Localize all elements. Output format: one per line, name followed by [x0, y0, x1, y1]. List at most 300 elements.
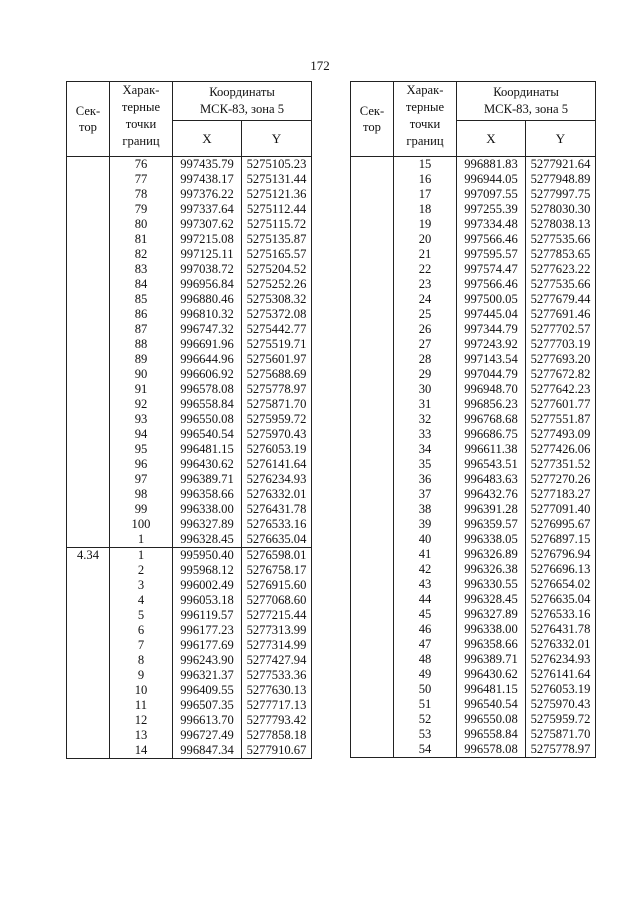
- x-coordinate-cell: 996326.38: [457, 562, 526, 577]
- x-coordinate-cell: 996727.49: [173, 728, 242, 743]
- x-coordinate-cell: 996326.89: [457, 547, 526, 562]
- x-coordinate-cell: 997595.57: [457, 247, 526, 262]
- sector-cell: [67, 247, 110, 262]
- y-coordinate-cell: 5277183.27: [526, 487, 596, 502]
- x-coordinate-cell: 996880.46: [173, 292, 242, 307]
- y-coordinate-cell: 5277910.67: [242, 743, 312, 759]
- point-cell: 54: [394, 742, 457, 758]
- table-row: [351, 532, 596, 547]
- point-cell: 17: [394, 187, 457, 202]
- table-row: [67, 367, 312, 382]
- point-cell: 76: [110, 157, 173, 173]
- point-cell: 42: [394, 562, 457, 577]
- y-coordinate-cell: 5277717.13: [242, 698, 312, 713]
- y-coordinate-cell: 5275308.32: [242, 292, 312, 307]
- sector-cell: [351, 277, 394, 292]
- point-cell: 13: [110, 728, 173, 743]
- table-row: [351, 232, 596, 247]
- sector-cell: [351, 187, 394, 202]
- y-coordinate-cell: 5277068.60: [242, 593, 312, 608]
- x-coordinate-cell: 997143.54: [457, 352, 526, 367]
- sector-cell: [351, 487, 394, 502]
- y-coordinate-cell: 5277691.46: [526, 307, 596, 322]
- sector-cell: [67, 472, 110, 487]
- sector-cell: [351, 457, 394, 472]
- sector-cell: [351, 532, 394, 547]
- table-row: [351, 277, 596, 292]
- sector-cell: [67, 307, 110, 322]
- x-coordinate-cell: 997255.39: [457, 202, 526, 217]
- x-coordinate-cell: 996338.00: [457, 622, 526, 637]
- table-row: [67, 352, 312, 367]
- y-coordinate-cell: 5275970.43: [242, 427, 312, 442]
- sector-cell: [351, 397, 394, 412]
- x-coordinate-cell: 996053.18: [173, 593, 242, 608]
- sector-cell: [67, 728, 110, 743]
- point-cell: 40: [394, 532, 457, 547]
- point-cell: 84: [110, 277, 173, 292]
- y-coordinate-cell: 5276141.64: [242, 457, 312, 472]
- point-cell: 24: [394, 292, 457, 307]
- point-cell: 41: [394, 547, 457, 562]
- table-row: [67, 202, 312, 217]
- sector-cell: [351, 427, 394, 442]
- point-cell: 49: [394, 667, 457, 682]
- table-row: [67, 683, 312, 698]
- point-cell: 25: [394, 307, 457, 322]
- table-row: [351, 427, 596, 442]
- header-points: Харак- терные точки границ: [394, 82, 457, 157]
- sector-cell: [67, 683, 110, 698]
- table-row: [67, 593, 312, 608]
- point-cell: 20: [394, 232, 457, 247]
- point-cell: 47: [394, 637, 457, 652]
- point-cell: 44: [394, 592, 457, 607]
- x-coordinate-cell: 996389.71: [457, 652, 526, 667]
- point-cell: 16: [394, 172, 457, 187]
- sector-cell: [67, 502, 110, 517]
- x-coordinate-cell: 996856.23: [457, 397, 526, 412]
- sector-cell: [67, 232, 110, 247]
- sector-cell: [67, 217, 110, 232]
- table-row: [67, 728, 312, 743]
- table-row: [351, 667, 596, 682]
- table-row: [67, 638, 312, 653]
- sector-cell: [67, 532, 110, 548]
- table-row: [351, 577, 596, 592]
- sector-cell: [67, 322, 110, 337]
- x-coordinate-cell: 997344.79: [457, 322, 526, 337]
- table-row: [67, 548, 312, 564]
- table-row: [351, 202, 596, 217]
- point-cell: 50: [394, 682, 457, 697]
- point-cell: 81: [110, 232, 173, 247]
- point-cell: 51: [394, 697, 457, 712]
- y-coordinate-cell: 5276053.19: [526, 682, 596, 697]
- sector-cell: [67, 457, 110, 472]
- sector-cell: [351, 337, 394, 352]
- point-cell: 91: [110, 382, 173, 397]
- x-coordinate-cell: 996948.70: [457, 382, 526, 397]
- point-cell: 15: [394, 157, 457, 173]
- point-cell: 99: [110, 502, 173, 517]
- x-coordinate-cell: 996606.92: [173, 367, 242, 382]
- y-coordinate-cell: 5275871.70: [526, 727, 596, 742]
- point-cell: 77: [110, 172, 173, 187]
- x-coordinate-cell: 996613.70: [173, 713, 242, 728]
- point-cell: 45: [394, 607, 457, 622]
- point-cell: 86: [110, 307, 173, 322]
- x-coordinate-cell: 997566.46: [457, 232, 526, 247]
- table-row: [351, 562, 596, 577]
- table-row: [351, 652, 596, 667]
- sector-cell: [351, 247, 394, 262]
- x-coordinate-cell: 996578.08: [173, 382, 242, 397]
- x-coordinate-cell: 996558.84: [173, 397, 242, 412]
- table-row: [67, 743, 312, 759]
- sector-cell: [351, 652, 394, 667]
- point-cell: 4: [110, 593, 173, 608]
- point-cell: 1: [110, 548, 173, 564]
- sector-cell: [351, 682, 394, 697]
- y-coordinate-cell: 5276332.01: [526, 637, 596, 652]
- sector-cell: [67, 668, 110, 683]
- table-row: [67, 247, 312, 262]
- x-coordinate-cell: 996558.84: [457, 727, 526, 742]
- y-coordinate-cell: 5277853.65: [526, 247, 596, 262]
- y-coordinate-cell: 5275135.87: [242, 232, 312, 247]
- table-row: [67, 232, 312, 247]
- table-row: [351, 337, 596, 352]
- sector-cell: [67, 352, 110, 367]
- header-coordinates: Координаты МСК-83, зона 5: [457, 82, 596, 121]
- x-coordinate-cell: 996481.15: [173, 442, 242, 457]
- table-row: [67, 563, 312, 578]
- sector-cell: [67, 638, 110, 653]
- table-row: [351, 637, 596, 652]
- table-row: [351, 712, 596, 727]
- sector-cell: [351, 367, 394, 382]
- x-coordinate-cell: 996327.89: [457, 607, 526, 622]
- point-cell: 34: [394, 442, 457, 457]
- sector-cell: [351, 577, 394, 592]
- header-points: Харак- терные точки границ: [110, 82, 173, 157]
- x-coordinate-cell: 996550.08: [173, 412, 242, 427]
- y-coordinate-cell: 5277314.99: [242, 638, 312, 653]
- table-row: [351, 697, 596, 712]
- x-coordinate-cell: 997097.55: [457, 187, 526, 202]
- y-coordinate-cell: 5277948.89: [526, 172, 596, 187]
- sector-cell: [351, 382, 394, 397]
- y-coordinate-cell: 5276635.04: [242, 532, 312, 548]
- table-row: [351, 622, 596, 637]
- sector-cell: [67, 202, 110, 217]
- table-row: [351, 382, 596, 397]
- sector-cell: [351, 637, 394, 652]
- point-cell: 18: [394, 202, 457, 217]
- y-coordinate-cell: 5276234.93: [242, 472, 312, 487]
- table-row: [67, 427, 312, 442]
- table-row: [67, 502, 312, 517]
- sector-cell: [351, 232, 394, 247]
- x-coordinate-cell: 996768.68: [457, 412, 526, 427]
- point-cell: 3: [110, 578, 173, 593]
- y-coordinate-cell: 5276533.16: [242, 517, 312, 532]
- table-row: [67, 307, 312, 322]
- y-coordinate-cell: 5276053.19: [242, 442, 312, 457]
- sector-cell: [351, 667, 394, 682]
- table-left-body: [67, 157, 312, 759]
- table-row: [351, 517, 596, 532]
- point-cell: 53: [394, 727, 457, 742]
- table-row: [67, 322, 312, 337]
- coordinates-table-right: [350, 81, 596, 758]
- point-cell: 39: [394, 517, 457, 532]
- x-coordinate-cell: 996358.66: [457, 637, 526, 652]
- point-cell: 78: [110, 187, 173, 202]
- table-row: [67, 713, 312, 728]
- point-cell: 23: [394, 277, 457, 292]
- x-coordinate-cell: 996507.35: [173, 698, 242, 713]
- point-cell: 30: [394, 382, 457, 397]
- table-row: [351, 592, 596, 607]
- sector-cell: [351, 622, 394, 637]
- x-coordinate-cell: 996810.32: [173, 307, 242, 322]
- point-cell: 88: [110, 337, 173, 352]
- point-cell: 32: [394, 412, 457, 427]
- point-cell: 95: [110, 442, 173, 457]
- sector-cell: [351, 562, 394, 577]
- x-coordinate-cell: 996432.76: [457, 487, 526, 502]
- table-row: [67, 487, 312, 502]
- point-cell: 11: [110, 698, 173, 713]
- table-row: [351, 322, 596, 337]
- sector-cell: [351, 172, 394, 187]
- table-row: [67, 382, 312, 397]
- sector-cell: [67, 517, 110, 532]
- y-coordinate-cell: 5277535.66: [526, 232, 596, 247]
- sector-cell: [351, 727, 394, 742]
- y-coordinate-cell: 5278038.13: [526, 217, 596, 232]
- y-coordinate-cell: 5277693.20: [526, 352, 596, 367]
- sector-cell: [67, 743, 110, 759]
- y-coordinate-cell: 5275112.44: [242, 202, 312, 217]
- y-coordinate-cell: 5277215.44: [242, 608, 312, 623]
- y-coordinate-cell: 5275778.97: [242, 382, 312, 397]
- y-coordinate-cell: 5275131.44: [242, 172, 312, 187]
- x-coordinate-cell: 996847.34: [173, 743, 242, 759]
- y-coordinate-cell: 5277427.94: [242, 653, 312, 668]
- y-coordinate-cell: 5276696.13: [526, 562, 596, 577]
- point-cell: 2: [110, 563, 173, 578]
- x-coordinate-cell: 997574.47: [457, 262, 526, 277]
- table-row: [67, 472, 312, 487]
- table-row: [67, 262, 312, 277]
- y-coordinate-cell: 5275105.23: [242, 157, 312, 173]
- table-row: [67, 442, 312, 457]
- table-row: [67, 337, 312, 352]
- y-coordinate-cell: 5277270.26: [526, 472, 596, 487]
- x-coordinate-cell: 997337.64: [173, 202, 242, 217]
- point-cell: 89: [110, 352, 173, 367]
- table-row: [351, 307, 596, 322]
- point-cell: 27: [394, 337, 457, 352]
- point-cell: 43: [394, 577, 457, 592]
- y-coordinate-cell: 5276635.04: [526, 592, 596, 607]
- sector-cell: [67, 563, 110, 578]
- header-y: Y: [526, 121, 596, 157]
- x-coordinate-cell: 996327.89: [173, 517, 242, 532]
- y-coordinate-cell: 5275959.72: [242, 412, 312, 427]
- y-coordinate-cell: 5275372.08: [242, 307, 312, 322]
- sector-cell: [351, 607, 394, 622]
- point-cell: 8: [110, 653, 173, 668]
- y-coordinate-cell: 5276796.94: [526, 547, 596, 562]
- point-cell: 82: [110, 247, 173, 262]
- point-cell: 36: [394, 472, 457, 487]
- x-coordinate-cell: 996550.08: [457, 712, 526, 727]
- table-row: [67, 578, 312, 593]
- sector-cell: [351, 502, 394, 517]
- sector-cell: [67, 277, 110, 292]
- header-sector: Сек- тор: [351, 82, 394, 157]
- table-row: [67, 623, 312, 638]
- point-cell: 46: [394, 622, 457, 637]
- x-coordinate-cell: 996359.57: [457, 517, 526, 532]
- table-row: [351, 172, 596, 187]
- y-coordinate-cell: 5277091.40: [526, 502, 596, 517]
- sector-cell: [67, 623, 110, 638]
- table-row: [67, 457, 312, 472]
- sector-cell: [351, 712, 394, 727]
- y-coordinate-cell: 5277858.18: [242, 728, 312, 743]
- y-coordinate-cell: 5276897.15: [526, 532, 596, 547]
- point-cell: 83: [110, 262, 173, 277]
- x-coordinate-cell: 996430.62: [457, 667, 526, 682]
- x-coordinate-cell: 996944.05: [457, 172, 526, 187]
- table-row: [351, 367, 596, 382]
- y-coordinate-cell: 5277703.19: [526, 337, 596, 352]
- x-coordinate-cell: 996611.38: [457, 442, 526, 457]
- x-coordinate-cell: 997376.22: [173, 187, 242, 202]
- sector-cell: [351, 547, 394, 562]
- x-coordinate-cell: 996338.05: [457, 532, 526, 547]
- y-coordinate-cell: 5277630.13: [242, 683, 312, 698]
- table-row: [67, 698, 312, 713]
- sector-cell: [67, 367, 110, 382]
- table-row: [351, 187, 596, 202]
- point-cell: 5: [110, 608, 173, 623]
- x-coordinate-cell: 996409.55: [173, 683, 242, 698]
- y-coordinate-cell: 5276141.64: [526, 667, 596, 682]
- table-row: [67, 277, 312, 292]
- point-cell: 52: [394, 712, 457, 727]
- x-coordinate-cell: 996177.23: [173, 623, 242, 638]
- sector-cell: [67, 713, 110, 728]
- sector-cell: [67, 337, 110, 352]
- sector-cell: [67, 157, 110, 173]
- y-coordinate-cell: 5275115.72: [242, 217, 312, 232]
- coordinates-table-left: [66, 81, 312, 759]
- point-cell: 28: [394, 352, 457, 367]
- table-row: [351, 262, 596, 277]
- table-row: [67, 608, 312, 623]
- y-coordinate-cell: 5275688.69: [242, 367, 312, 382]
- y-coordinate-cell: 5277623.22: [526, 262, 596, 277]
- x-coordinate-cell: 997334.48: [457, 217, 526, 232]
- point-cell: 6: [110, 623, 173, 638]
- sector-cell: [67, 593, 110, 608]
- sector-cell: [351, 292, 394, 307]
- x-coordinate-cell: 997044.79: [457, 367, 526, 382]
- y-coordinate-cell: 5275601.97: [242, 352, 312, 367]
- point-cell: 38: [394, 502, 457, 517]
- x-coordinate-cell: 996321.37: [173, 668, 242, 683]
- x-coordinate-cell: 996691.96: [173, 337, 242, 352]
- y-coordinate-cell: 5277535.66: [526, 277, 596, 292]
- header-y: Y: [242, 121, 312, 157]
- y-coordinate-cell: 5276533.16: [526, 607, 596, 622]
- x-coordinate-cell: 996483.63: [457, 472, 526, 487]
- point-cell: 21: [394, 247, 457, 262]
- x-coordinate-cell: 996243.90: [173, 653, 242, 668]
- table-row: [351, 412, 596, 427]
- point-cell: 35: [394, 457, 457, 472]
- table-row: [67, 412, 312, 427]
- y-coordinate-cell: 5275519.71: [242, 337, 312, 352]
- x-coordinate-cell: 996540.54: [173, 427, 242, 442]
- x-coordinate-cell: 996330.55: [457, 577, 526, 592]
- point-cell: 97: [110, 472, 173, 487]
- point-cell: 87: [110, 322, 173, 337]
- point-cell: 100: [110, 517, 173, 532]
- y-coordinate-cell: 5276915.60: [242, 578, 312, 593]
- point-cell: 79: [110, 202, 173, 217]
- table-row: [67, 217, 312, 232]
- table-row: [67, 532, 312, 548]
- table-row: [351, 157, 596, 173]
- y-coordinate-cell: 5277672.82: [526, 367, 596, 382]
- y-coordinate-cell: 5275959.72: [526, 712, 596, 727]
- x-coordinate-cell: 997215.08: [173, 232, 242, 247]
- y-coordinate-cell: 5277679.44: [526, 292, 596, 307]
- point-cell: 22: [394, 262, 457, 277]
- point-cell: 37: [394, 487, 457, 502]
- table-row: [67, 187, 312, 202]
- header-coordinates: Координаты МСК-83, зона 5: [173, 82, 312, 121]
- table-right-body: [351, 157, 596, 758]
- table-row: [67, 397, 312, 412]
- x-coordinate-cell: 996430.62: [173, 457, 242, 472]
- sector-cell: [351, 217, 394, 232]
- x-coordinate-cell: 997243.92: [457, 337, 526, 352]
- y-coordinate-cell: 5275165.57: [242, 247, 312, 262]
- sector-cell: 4.34: [67, 548, 110, 564]
- table-row: [351, 397, 596, 412]
- sector-cell: [351, 322, 394, 337]
- y-coordinate-cell: 5277601.77: [526, 397, 596, 412]
- sector-cell: [351, 472, 394, 487]
- y-coordinate-cell: 5276654.02: [526, 577, 596, 592]
- x-coordinate-cell: 996747.32: [173, 322, 242, 337]
- x-coordinate-cell: 996543.51: [457, 457, 526, 472]
- table-row: [351, 682, 596, 697]
- point-cell: 9: [110, 668, 173, 683]
- y-coordinate-cell: 5276431.78: [242, 502, 312, 517]
- x-coordinate-cell: 995950.40: [173, 548, 242, 564]
- y-coordinate-cell: 5277313.99: [242, 623, 312, 638]
- sector-cell: [67, 382, 110, 397]
